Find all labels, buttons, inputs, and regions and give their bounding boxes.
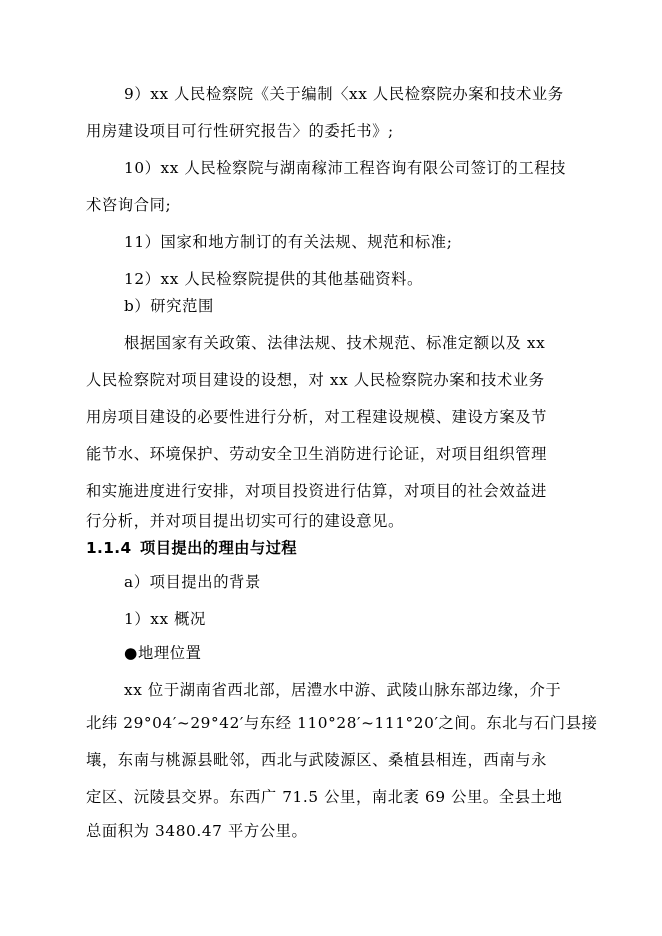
paragraph-line: 北纬 29°04′~29°42′与东经 110°28′~111°20′之间。东北与石门县接 <box>86 714 598 732</box>
paragraph-line: 能节水、环境保护、劳动安全卫生消防进行论证，对项目组织管理 <box>86 445 548 463</box>
paragraph-line: 定区、沅陵县交界。东西广 71.5 公里，南北袤 69 公里。全县土地 <box>86 788 563 806</box>
bullet-label: ●地理位置 <box>124 644 202 662</box>
paragraph-line: 和实施进度进行安排，对项目投资进行估算，对项目的社会效益进 <box>86 482 548 500</box>
paragraph-line: 9）xx 人民检察院《关于编制〈xx 人民检察院办案和技术业务 <box>124 85 564 103</box>
subsection-label: b）研究范围 <box>124 297 214 315</box>
section-heading <box>86 538 297 558</box>
paragraph-line: 10）xx 人民检察院与湖南稼沛工程咨询有限公司签订的工程技 <box>124 159 567 177</box>
paragraph-line: 用房建设项目可行性研究报告〉的委托书》; <box>86 122 394 140</box>
paragraph-line: 人民检察院对项目建设的设想，对 xx 人民检察院办案和技术业务 <box>86 371 545 389</box>
section-title: 项目提出的理由与过程 <box>140 539 297 557</box>
paragraph-line: 用房项目建设的必要性进行分析，对工程建设规模、建设方案及节 <box>86 408 548 426</box>
paragraph-line: 行分析，并对项目提出切实可行的建设意见。 <box>86 512 404 530</box>
paragraph-line: xx 位于湖南省西北部，居澧水中游、武陵山脉东部边缘，介于 <box>124 681 562 699</box>
subsection-label: 1）xx 概况 <box>124 610 206 628</box>
paragraph-line: 12）xx 人民检察院提供的其他基础资料。 <box>124 270 423 288</box>
section-number: 1.1.4 <box>86 539 132 557</box>
paragraph-line: 根据国家有关政策、法律法规、技术规范、标准定额以及 xx <box>124 334 546 352</box>
paragraph-line: 总面积为 3480.47 平方公里。 <box>86 822 308 840</box>
paragraph-line: 术咨询合同; <box>86 196 172 214</box>
paragraph-line: 11）国家和地方制订的有关法规、规范和标准; <box>124 233 453 251</box>
subsection-label: a）项目提出的背景 <box>124 573 261 591</box>
paragraph-line: 壤，东南与桃源县毗邻，西北与武陵源区、桑植县相连，西南与永 <box>86 751 548 769</box>
